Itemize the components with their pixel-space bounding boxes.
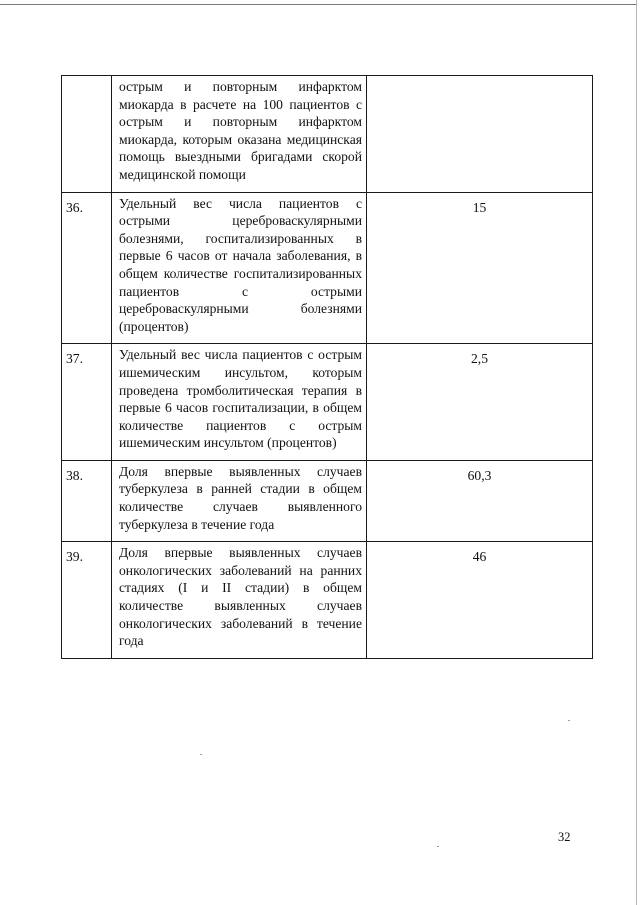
indicator-description: Удельный вес числа пациентов с острыми цереброваскулярными болезнями, госпитализированных в первые 6 часов от начала заболевания, в общем количестве госпитализированных пациентов с острыми цереброваскулярными болезнями (процентов)	[112, 192, 367, 344]
row-number: 37.	[62, 344, 112, 461]
row-number: 39.	[62, 542, 112, 659]
scan-speck	[568, 720, 570, 721]
indicator-description: Удельный вес числа пациентов с острым ишемическим инсультом, которым проведена тромболитическая терапия в первые 6 часов госпитализации, в общем количестве пациентов с острым ишемическим инсультом (процентов)	[112, 344, 367, 461]
page-number: 32	[558, 830, 571, 844]
indicator-value	[367, 76, 593, 193]
indicator-value: 15	[367, 192, 593, 344]
indicators-table	[61, 75, 593, 659]
indicator-description: Доля впервые выявленных случаев туберкулеза в ранней стадии в общем количестве случаев выявленного туберкулеза в течение года	[112, 460, 367, 541]
indicator-description: острым и повторным инфарктом миокарда в расчете на 100 пациентов с острым и повторным инфарктом миокарда, которым оказана медицинская помощь выездными бригадами скорой медицинской помощи	[112, 76, 367, 193]
indicator-value: 60,3	[367, 460, 593, 541]
indicator-value: 46	[367, 542, 593, 659]
row-number	[62, 76, 112, 193]
scan-speck	[437, 846, 439, 847]
scan-right-edge	[636, 0, 637, 905]
table-row	[62, 542, 593, 659]
indicator-description: Доля впервые выявленных случаев онкологических заболеваний на ранних стадиях (I и II стадии) в общем количестве выявленных случаев онкологических заболеваний в течение года	[112, 542, 367, 659]
indicator-value: 2,5	[367, 344, 593, 461]
table-row	[62, 192, 593, 344]
row-number: 36.	[62, 192, 112, 344]
scan-speck	[200, 754, 202, 755]
row-number: 38.	[62, 460, 112, 541]
table-row	[62, 344, 593, 461]
scan-top-edge	[0, 4, 636, 5]
table-row	[62, 460, 593, 541]
table-row	[62, 76, 593, 193]
